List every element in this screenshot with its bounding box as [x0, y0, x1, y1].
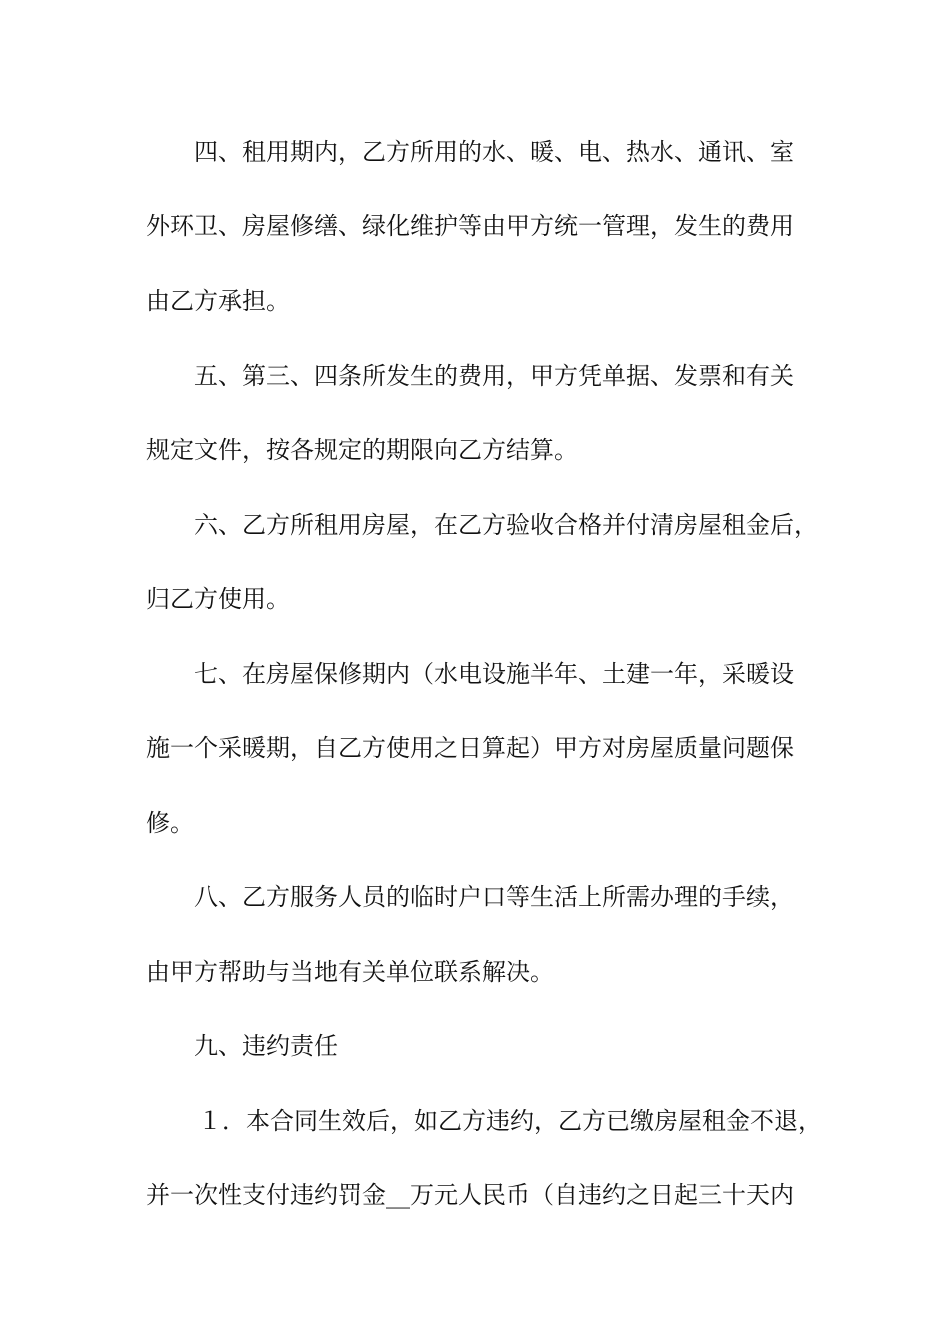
clause-5-line-1: 五、第三、四条所发生的费用，甲方凭单据、发票和有关 [194, 362, 794, 390]
clause-6-line-1: 六、乙方所租用房屋，在乙方验收合格并付清房屋租金后， [194, 511, 818, 539]
clause-4-line-2: 外环卫、房屋修缮、绿化维护等由甲方统一管理，发生的费用 [146, 212, 794, 240]
clause-4-line-1: 四、租用期内，乙方所用的水、暖、电、热水、通讯、室 [194, 138, 794, 166]
clause-6-line-2: 归乙方使用。 [146, 585, 290, 613]
clause-7-line-2: 施一个采暖期，自乙方使用之日算起）甲方对房屋质量问题保 [146, 734, 794, 762]
clause-7-line-1: 七、在房屋保修期内（水电设施半年、土建一年，采暖设 [194, 660, 794, 688]
clause-4-line-3: 由乙方承担。 [146, 287, 290, 315]
clause-5-line-2: 规定文件，按各规定的期限向乙方结算。 [146, 436, 578, 464]
clause-9-item-1-line-2: 并一次性支付违约罚金__万元人民币（自违约之日起三十天内 [146, 1181, 794, 1209]
clause-7-line-3: 修。 [146, 809, 194, 837]
clause-9-item-1-line-1: １．本合同生效后，如乙方违约，乙方已缴房屋租金不退， [198, 1107, 822, 1135]
clause-8-line-2: 由甲方帮助与当地有关单位联系解决。 [146, 958, 554, 986]
clause-9-heading: 九、违约责任 [194, 1032, 338, 1060]
clause-8-line-1: 八、乙方服务人员的临时户口等生活上所需办理的手续， [194, 883, 794, 911]
